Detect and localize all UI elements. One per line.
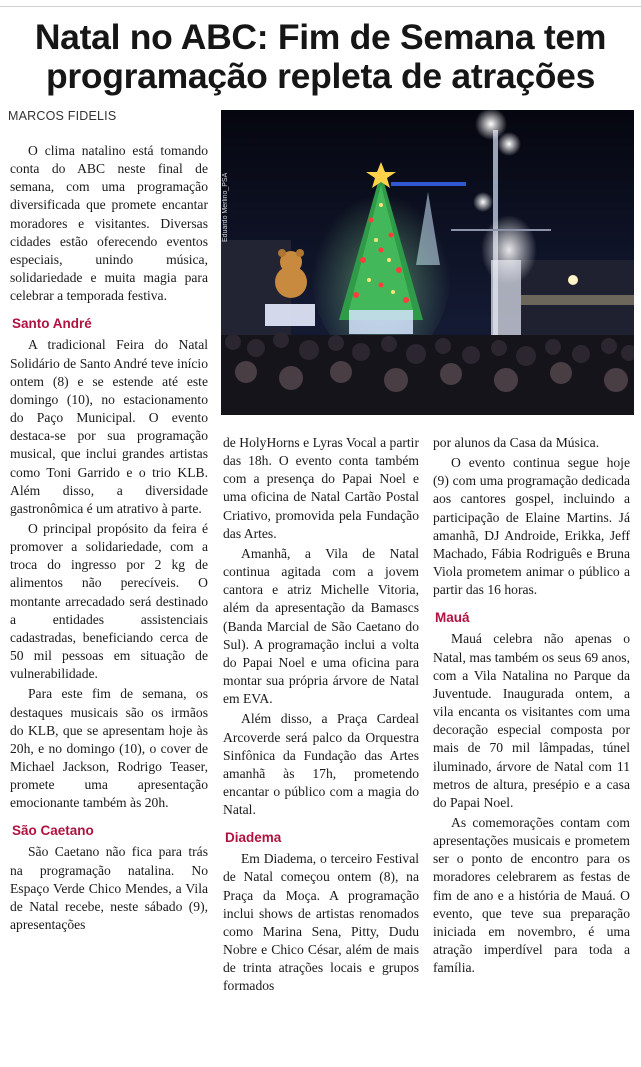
column-2 bbox=[223, 434, 419, 998]
headline-line-2: programação repleta de atrações bbox=[45, 56, 596, 96]
paragraph: Além disso, a Praça Cardeal Arcoverde será palco da Orquestra Sinfônica da Fundação das Artes amanhã às 17h, prometendo encantar o público com a magia do Natal. bbox=[223, 711, 419, 818]
headline-line-1: Natal no ABC: Fim de Semana tem bbox=[34, 17, 607, 57]
subhead-diadema: Diadema bbox=[225, 830, 282, 846]
byline: MARCOS FIDELIS bbox=[8, 109, 117, 123]
column-1 bbox=[10, 142, 208, 936]
subhead-santo-andre: Santo André bbox=[12, 316, 92, 332]
christmas-tree-photo bbox=[221, 110, 634, 415]
subhead-sao-caetano: São Caetano bbox=[12, 823, 94, 839]
paragraph: Mauá celebra não apenas o Natal, mas também os seus 69 anos, com a Vila Natalina no Parque da Juventude. Inaugurada ontem, a vila encanta os visitantes com uma decoração especial composta por mais de 70 mil lâmpadas, túnel iluminado, árvore de Natal com 11 metros de altura, presépio e a casa do Papai Noel. bbox=[433, 631, 630, 810]
photo-illustration bbox=[221, 110, 634, 415]
paragraph: O principal propósito da feira é promover a solidariedade, com a troca do ingresso por 2 kg de alimentos não perecíveis. O montante arrecadado será destinado a entidades assistenciais cadastradas, beneficiando cerca de 50 mil pessoas em situação de vulnerabilidade. bbox=[10, 520, 208, 682]
headline bbox=[6, 18, 635, 96]
paragraph: Para este fim de semana, os destaques musicais são os irmãos do KLB, que se apresentam hoje às 20h, e no domingo (10), o cover de Michael Jackson, Rodrigo Teaser, promete uma apresentação emocionante também às 20h. bbox=[10, 686, 208, 811]
paragraph: por alunos da Casa da Música. bbox=[433, 435, 600, 450]
paragraph: As comemorações contam com apresentações musicais e prometem ser o ponto de encontro para os moradores celebrarem as festas de fim de ano e a história de Mauá. O evento, que teve sua preparação iniciada em novembro, é uma atração imperdível para toda a família. bbox=[433, 814, 630, 976]
paragraph: São Caetano não fica para trás na programação natalina. No Espaço Verde Chico Mendes, a Vila de Natal recebe, neste sábado (9), apresentações bbox=[10, 844, 208, 933]
photo-credit: Eduardo Merlino_PSA bbox=[222, 172, 229, 242]
column-3 bbox=[433, 434, 630, 979]
paragraph: O clima natalino está tomando conta do ABC neste final de semana, com uma programação diversificada que promete encantar moradores e visitantes. Diversas cidades estão oferecendo eventos especiais, unindo música, solidariedade e muita magia para celebrar a temporada festiva. bbox=[10, 143, 208, 304]
paragraph: O evento continua segue hoje (9) com uma programação dedicada aos cantores gospel, incluindo a participação de Elaine Martins. Já amanhã, DJ Androide, Erikka, Jeff Machado, Fábia Rodriguês e Bruna Viola prometem animar o público a partir das 16 horas. bbox=[433, 455, 630, 598]
paragraph: Amanhã, a Vila de Natal continua agitada com a jovem cantora e atriz Michelle Vitoria, além da apresentação da Bamascs (Banda Marcial de São Caetano do Sul). A programação inclui a volta do Papai Noel e uma oficina para montar sua própria árvore de Natal em EVA. bbox=[223, 545, 419, 707]
top-rule bbox=[0, 0, 641, 7]
paragraph: A tradicional Feira do Natal Solidário de Santo André teve início ontem (8) e se estende até este domingo (10), no estacionamento do Paço Municipal. O evento destaca-se por sua programação musical, que inclui grandes artistas como Toni Garrido e o trio KLB. Além disso, a diversidade gastronômica é um atrativo à parte. bbox=[10, 337, 208, 516]
paragraph: de HolyHorns e Lyras Vocal a partir das 18h. O evento conta também com a presença do Papai Noel e uma oficina de Natal Cartão Postal Criativo, promovida pela Fundação das Artes. bbox=[223, 435, 419, 541]
subhead-maua: Mauá bbox=[435, 610, 470, 626]
paragraph: Em Diadema, o terceiro Festival de Natal começou ontem (8), na Praça da Moça. A programação inclui shows de artistas renomados como Marina Sena, Pitty, Dudu Nobre e Chico César, além de mais de trinta atrações locais e grupos formados bbox=[223, 851, 419, 994]
